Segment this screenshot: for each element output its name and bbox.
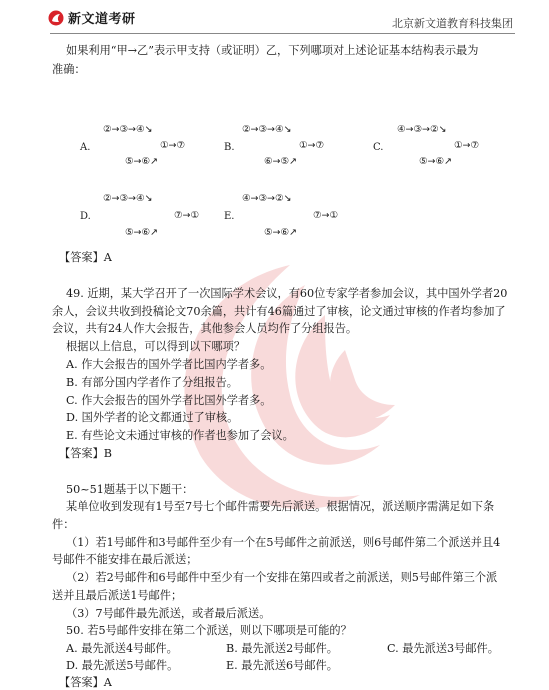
intro-line-1: 如果利用“甲→乙”表示甲支持（或证明）乙，下列哪项对上述论证基本结构表示最为 [66,44,479,57]
q49-option-b: B. 有部分国内学者作了分组报告。 [66,376,238,389]
q49-line-2: 余人，会议共收到投稿论文70余篇，共计有46篇通过了审核，论文通过审核的作者均参加了 [52,305,506,318]
q49-line-1: 49. 近期，某大学召开了一次国际学术会议，有60位专家学者参加会议，其中国外学者20 [66,287,508,300]
q50-51-title: 50~51题基于以下题干： [66,483,194,496]
q50-option-d: D. 最先派送5号邮件。 [66,659,179,672]
brand-logo-icon [48,10,64,26]
q49-option-e: E. 有些论文未通过审核的作者也参加了会议。 [66,429,294,442]
intro-line-2: 准确： [52,63,86,76]
answer-previous: 【答案】A [59,251,112,264]
header-divider [50,33,515,34]
condition-2-line-1: （2）若2号邮件和6号邮件中至少有一个安排在第四或者之前派送，则5号邮件第三个派 [66,571,498,584]
q50-51-stem-line-1: 某单位收到发现有1号至7号七个邮件需要先后派送。根据情况，派送顺序需满足如下条 [66,500,495,513]
q50-option-b: B. 最先派送2号邮件。 [226,642,338,655]
q49-answer: 【答案】B [59,447,112,460]
q50-option-e: E. 最先派送6号邮件。 [226,659,338,672]
condition-2-line-2: 送并且最后派送1号邮件； [52,589,183,602]
organization-name: 北京新文道教育科技集团 [392,17,513,30]
q49-line-3: 会议，共有24人作大会报告，其他参会人员均作了分组报告。 [52,322,358,335]
condition-1-line-2: 号邮件不能安排在最后派送； [52,553,198,566]
brand-logo-text: 新文道考研 [68,12,136,27]
q50-answer: 【答案】A [59,676,112,689]
q49-option-c: C. 作大会报告的国外学者比国外学者多。 [66,394,272,407]
q50-option-a: A. 最先派送4号邮件。 [66,642,178,655]
q50-question: 50. 若5号邮件安排在第二个派送，则以下哪项是可能的？ [66,624,352,637]
condition-3: （3）7号邮件最先派送，或者最后派送。 [66,607,271,620]
condition-1-line-1: （1）若1号邮件和3号邮件至少有一个在5号邮件之前派送，则6号邮件第二个派送并且4 [66,536,501,549]
q50-option-c: C. 最先派送3号邮件。 [387,642,499,655]
q49-prompt: 根据以上信息，可以得到以下哪项？ [66,340,246,353]
brand-logo [48,8,136,27]
q49-option-a: A. 作大会报告的国外学者比国内学者多。 [66,358,272,371]
q50-51-stem-line-2: 件： [52,518,75,531]
q49-option-d: D. 国外学者的论文都通过了审核。 [66,411,239,424]
